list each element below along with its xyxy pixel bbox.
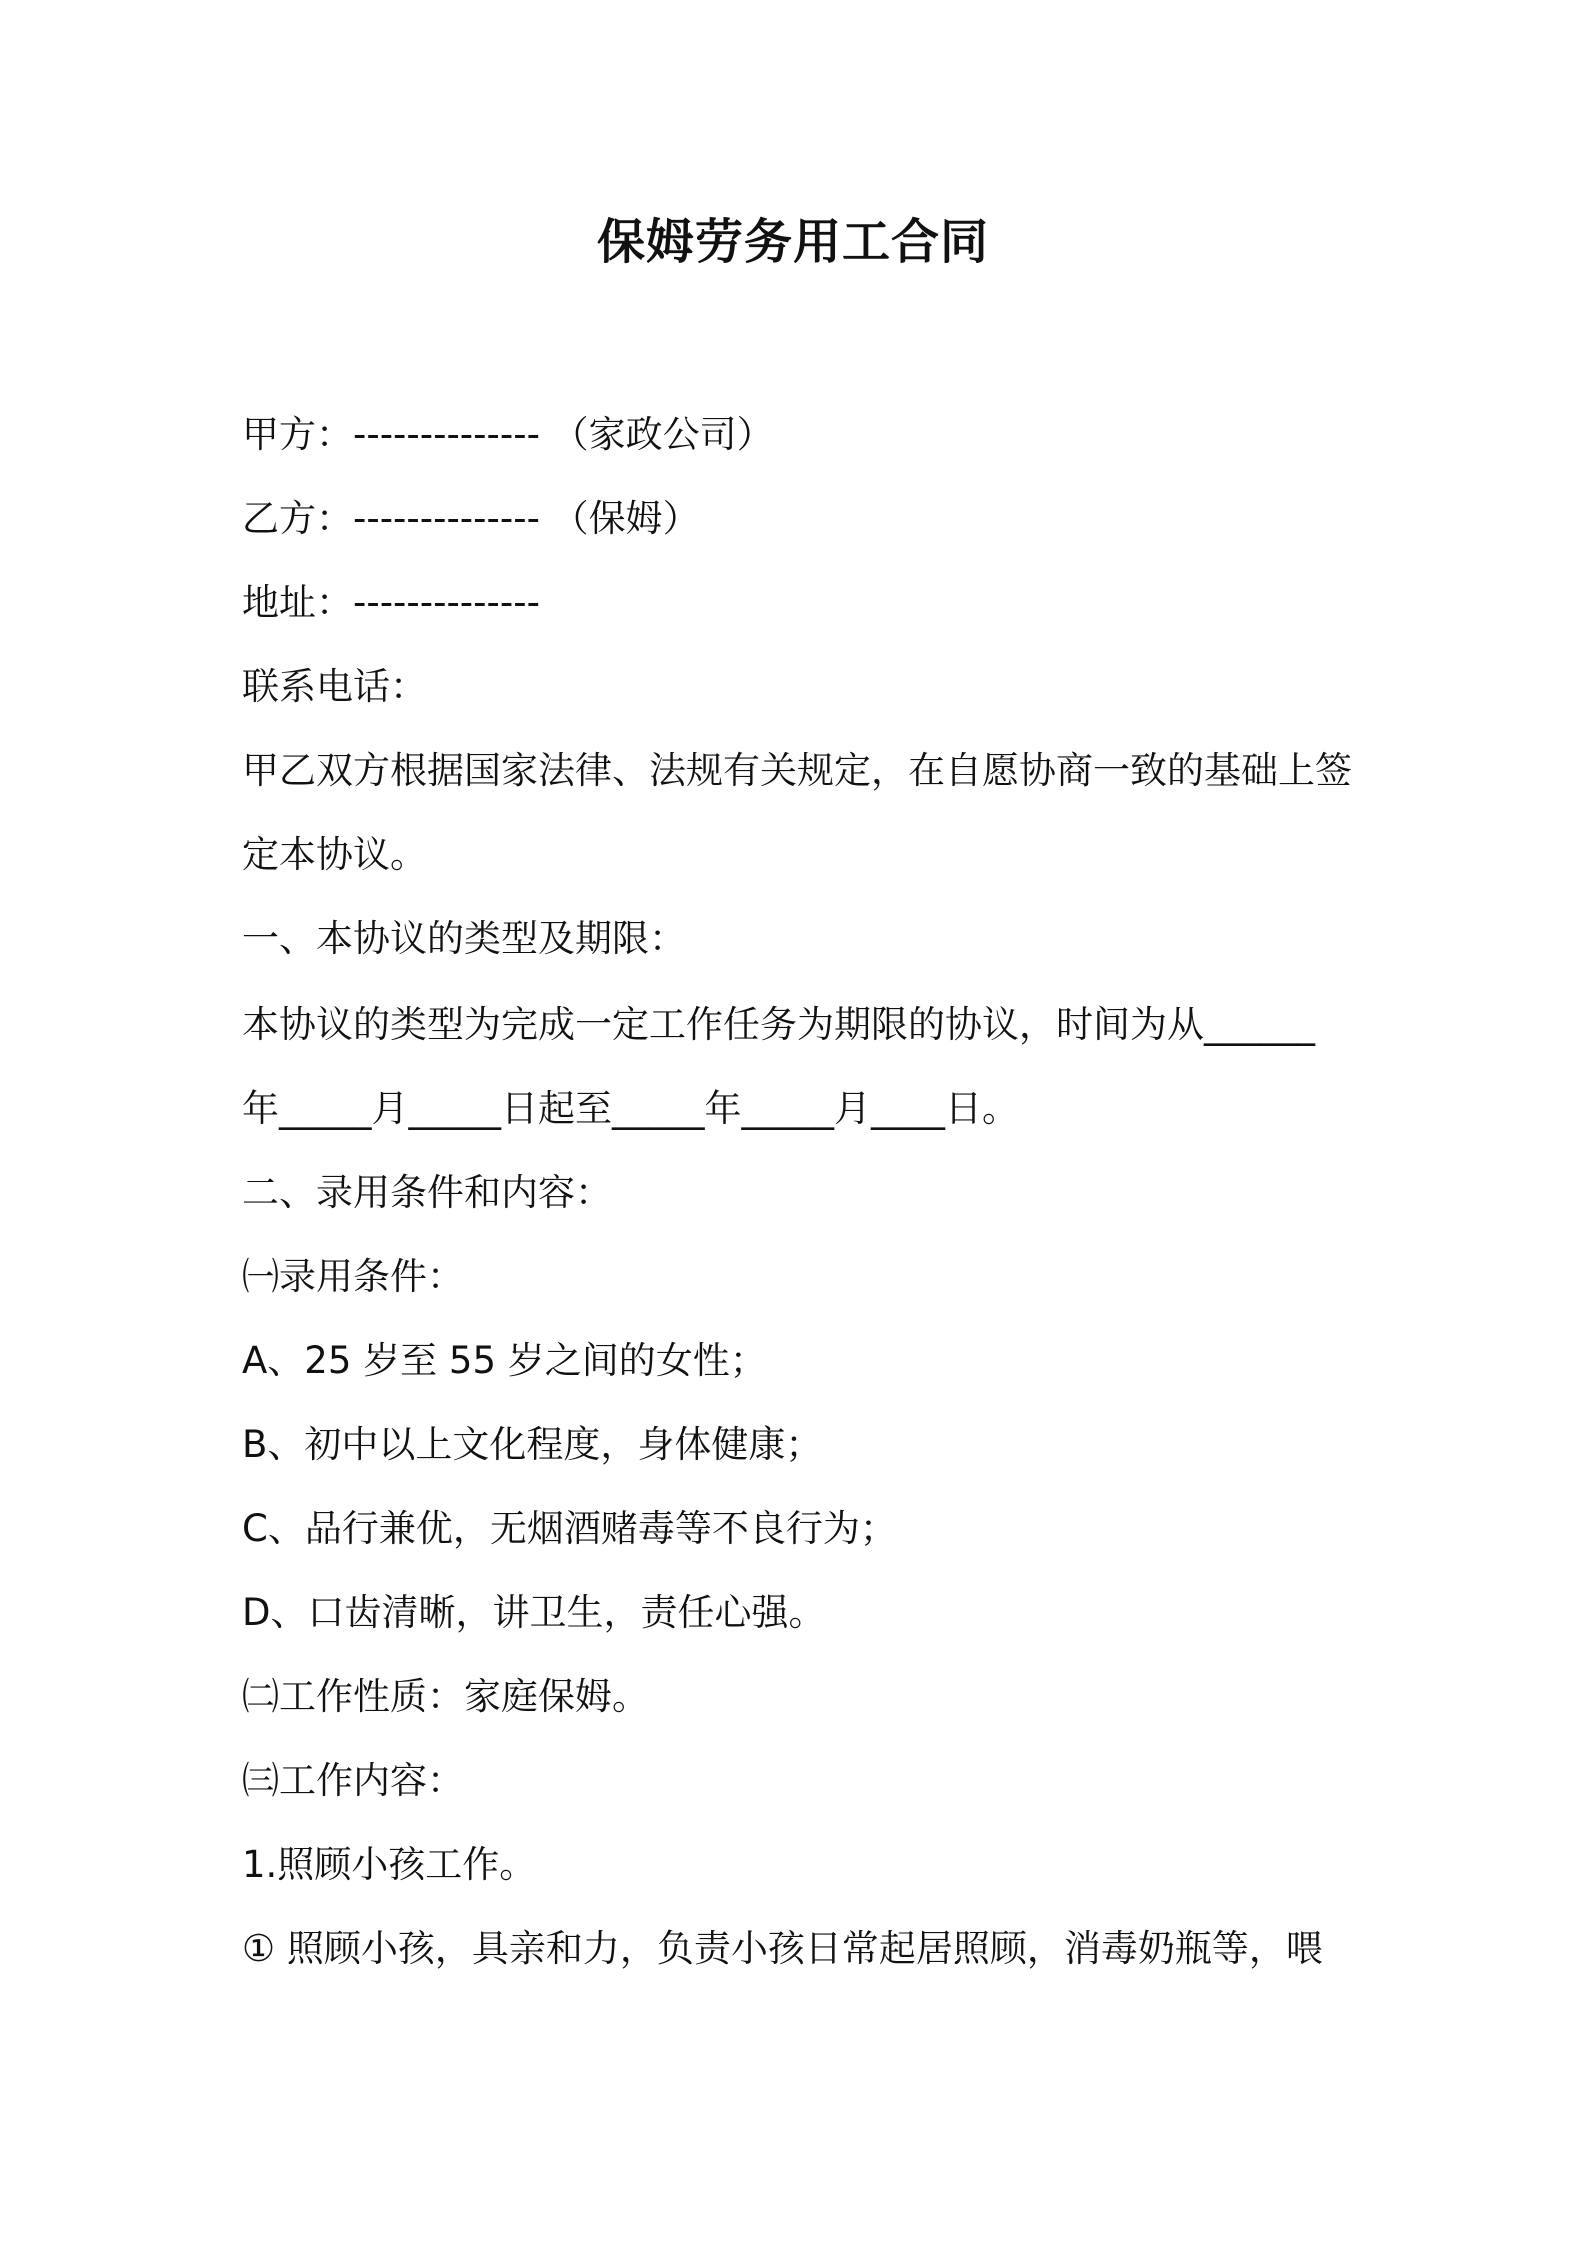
subsection-2-text: ㈡工作性质：家庭保姆。	[242, 1675, 649, 1718]
address-line: 地址：--------------	[242, 581, 540, 624]
party-b-line: 乙方：-------------- （保姆）	[242, 497, 700, 540]
phone-line: 联系电话：	[242, 665, 427, 708]
section-2-heading: 二、录用条件和内容：	[242, 1171, 612, 1214]
subsection-3-heading: ㈢工作内容：	[242, 1759, 464, 1802]
subsection-1-heading: ㈠录用条件：	[242, 1255, 464, 1298]
section-1-text-2: 年_____月_____日起至_____年_____月____日。	[242, 1087, 1019, 1130]
work-item-1: 1.照顾小孩工作。	[242, 1843, 537, 1886]
preamble-line-1: 甲乙双方根据国家法律、法规有关规定，在自愿协商一致的基础上签	[242, 749, 1352, 792]
document-title: 保姆劳务用工合同	[596, 214, 989, 270]
section-1-text-1: 本协议的类型为完成一定工作任务为期限的协议，时间为从______	[242, 1003, 1315, 1046]
preamble-line-2: 定本协议。	[242, 833, 427, 876]
section-1-heading: 一、本协议的类型及期限：	[242, 917, 686, 960]
condition-d: D、口齿清晰，讲卫生，责任心强。	[242, 1591, 826, 1634]
party-a-line: 甲方：-------------- （家政公司）	[242, 413, 774, 456]
condition-a: A、25 岁至 55 岁之间的女性；	[242, 1339, 767, 1382]
condition-c: C、品行兼优，无烟酒赌毒等不良行为；	[242, 1507, 897, 1550]
condition-b: B、初中以上文化程度，身体健康；	[242, 1423, 823, 1466]
work-item-1-detail: ① 照顾小孩，具亲和力，负责小孩日常起居照顾，消毒奶瓶等，喂	[242, 1927, 1323, 1970]
